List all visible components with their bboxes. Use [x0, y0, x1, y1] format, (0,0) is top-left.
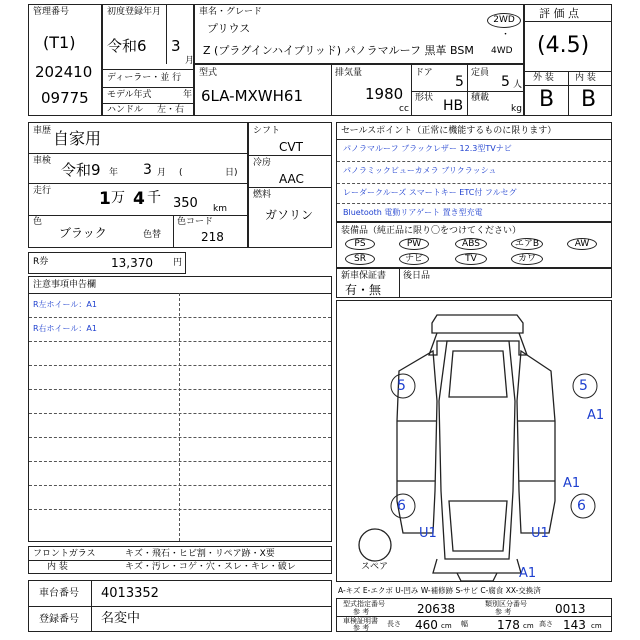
spare-label: スペア	[361, 562, 389, 572]
reg-month: 3	[171, 37, 181, 55]
warranty-box	[336, 268, 612, 298]
carname-box	[194, 4, 524, 64]
points-box	[336, 122, 612, 222]
warranty-label: 新車保証書	[341, 271, 387, 281]
int-label: 内 装	[575, 73, 596, 83]
note-line: R左ホイール：A1	[33, 300, 97, 309]
equip-label: 装備品（純正品に限り〇をつけてください）	[341, 226, 522, 236]
ac-value: AAC	[279, 172, 304, 186]
glass-box	[28, 546, 332, 574]
eval-label: 評 価 点	[539, 7, 579, 20]
chassis-box	[28, 580, 332, 632]
equip-navi: ナビ	[399, 253, 429, 265]
damage-diagram	[336, 300, 612, 582]
cert-value1: 20638	[417, 602, 456, 616]
point-item: パノラミックビューカメラ ブリクラッシュ	[343, 166, 497, 175]
mgmt-code: (T1)	[43, 33, 76, 52]
inspection-month-unit: 月	[157, 168, 167, 178]
carname-label: 車名・グレード	[199, 7, 263, 17]
mileage-v1: 1	[99, 189, 111, 209]
color-value: ブラック	[59, 226, 107, 240]
registration-label: 登録番号	[39, 614, 79, 625]
model-year-unit: 年	[183, 90, 193, 100]
mileage-u1: 万	[111, 190, 125, 206]
mileage-v2: 4	[133, 189, 145, 209]
equip-airbag: エアB	[511, 238, 543, 250]
handle-label: ハンドル	[107, 105, 144, 115]
damage-mark: 5	[579, 378, 588, 394]
mileage-u2: 千	[147, 190, 161, 206]
mgmt-box	[28, 4, 102, 116]
drive-dot: ・	[501, 30, 511, 40]
type-value: 6LA-MXWH61	[201, 87, 304, 105]
eval-score: (4.5)	[537, 33, 590, 58]
mileage-unit: km	[213, 204, 227, 214]
spec-box	[194, 64, 524, 116]
warranty-value: 有・無	[345, 283, 382, 297]
displacement-label: 排気量	[335, 68, 363, 78]
dims-label: 車検証明書	[343, 617, 378, 625]
chassis-value: 4013352	[101, 586, 159, 601]
interior-value: キズ・汚レ・コゲ・穴・スレ・キレ・破レ	[125, 562, 296, 572]
cert-sub1: 参 考	[353, 608, 370, 616]
equip-tv: TV	[455, 253, 487, 265]
ac-label: 冷房	[253, 158, 272, 168]
capacity-label: 定員	[471, 68, 490, 78]
shift-value: CVT	[279, 140, 303, 154]
int-grade: B	[581, 87, 597, 112]
inspection-day-unit: 日)	[225, 168, 238, 178]
delivery-label: 後日品	[403, 271, 431, 281]
dims-width: 178	[497, 618, 520, 632]
mgmt-num1: 202410	[35, 63, 93, 81]
drive-2wd: 2WD	[487, 13, 521, 28]
dims-height-unit: cm	[591, 622, 602, 630]
capacity-value: 5	[501, 74, 510, 90]
reg-label: 初度登録年月	[107, 7, 162, 17]
fuel-label: 燃料	[253, 190, 272, 200]
drive-4wd: 4WD	[491, 46, 513, 56]
reg-month-unit: 月	[185, 56, 195, 66]
shift-label: シフト	[253, 126, 281, 136]
car-name: プリウス	[207, 22, 251, 35]
dims-length-unit: cm	[441, 622, 452, 630]
displacement-value: 1980	[365, 85, 404, 103]
shape-label: 形状	[415, 93, 434, 103]
interior-label: 内 装	[47, 562, 68, 572]
inspection-year-unit: 年	[109, 168, 119, 178]
dims-height: 143	[563, 618, 586, 632]
mgmt-label: 管理番号	[33, 7, 70, 17]
load-unit: kg	[511, 104, 522, 114]
equip-sr: SR	[345, 253, 375, 265]
inspection-month: 3	[143, 162, 152, 178]
damage-mark: A1	[563, 476, 581, 491]
type-label: 型式	[199, 68, 218, 78]
door-value: 5	[455, 74, 464, 90]
eval-box	[524, 4, 612, 116]
dims-height-label: 高さ	[539, 620, 553, 628]
cert-label2: 類別区分番号	[485, 600, 527, 608]
point-item: レーダークルーズ スマートキー ETC付 フルセグ	[343, 188, 517, 197]
chassis-label: 車台番号	[39, 588, 79, 599]
mgmt-num2: 09775	[41, 89, 89, 107]
recycle-unit: 円	[173, 258, 183, 268]
notes-box	[28, 276, 332, 542]
color-code: 218	[201, 230, 224, 244]
dims-sub: 参 考	[353, 624, 370, 632]
damage-mark: U1	[419, 526, 437, 541]
inspection-label: 車検	[33, 156, 52, 166]
recycle-box	[28, 252, 186, 274]
reg-box	[102, 4, 194, 116]
load-label: 積載	[471, 93, 490, 103]
shape-value: HB	[443, 98, 464, 114]
point-item: パノラマルーフ ブラックレザー 12.3型TVナビ	[343, 144, 512, 153]
legend: A-キズ E-エクボ U-凹み W-補修跡 S-サビ C-腐食 XX-交換済	[338, 586, 541, 595]
history-box	[28, 122, 248, 248]
cert-box	[336, 598, 612, 632]
recycle-value: 13,370	[111, 256, 153, 270]
door-label: ドア	[415, 68, 433, 78]
dims-length: 460	[415, 618, 438, 632]
registration-value: 名変中	[101, 611, 141, 626]
shift-box	[248, 122, 332, 248]
dealer-label: ディーラー・並 行	[107, 73, 182, 83]
reg-era: 令和6	[107, 37, 147, 55]
damage-mark: U1	[531, 526, 549, 541]
displacement-unit: cc	[399, 104, 409, 114]
equip-aw: AW	[567, 238, 597, 250]
damage-mark: 6	[397, 498, 406, 514]
equip-ps: PS	[345, 238, 375, 250]
cert-label1: 型式指定番号	[343, 600, 385, 608]
damage-mark: A1	[587, 408, 605, 423]
cert-value2: 0013	[555, 602, 586, 616]
equip-pw: PW	[399, 238, 429, 250]
damage-mark: 5	[397, 378, 406, 394]
inspection-era: 令和9	[61, 161, 101, 179]
point-item: Bluetooth 電動リアゲート 置き型充電	[343, 208, 483, 217]
capacity-unit: 人	[513, 80, 523, 90]
model-year-label: モデル年式	[107, 90, 152, 100]
color-label: 色	[33, 217, 43, 227]
equip-leather: カワ	[511, 253, 543, 265]
equip-box	[336, 222, 612, 268]
inspection-day: (	[179, 168, 183, 178]
recycle-label: R券	[33, 257, 49, 267]
cert-sub2: 参 考	[495, 608, 512, 616]
usage-value: 自家用	[53, 129, 102, 148]
mileage-label: 走行	[33, 186, 52, 196]
ext-label: 外 装	[533, 73, 554, 83]
usage-label: 車歴	[33, 126, 52, 136]
color-code-label: 色コード	[177, 217, 214, 227]
dims-width-label: 幅	[461, 620, 468, 628]
damage-mark: 6	[577, 498, 586, 514]
mileage-v3: 350	[173, 196, 198, 211]
note-line: R右ホイール：A1	[33, 324, 97, 333]
notes-label: 注意事項申告欄	[33, 280, 97, 290]
front-glass-label: フロントガラス	[33, 549, 96, 559]
car-outline-icon	[337, 301, 613, 583]
handle-value: 左・右	[157, 105, 185, 115]
points-label: セールスポイント（正常に機能するものに限ります）	[341, 126, 557, 136]
damage-mark: A1	[519, 566, 537, 581]
front-glass-value: キズ・飛石・ヒビ割・リペア跡・X要	[125, 549, 275, 559]
dims-length-label: 長さ	[387, 620, 401, 628]
ext-grade: B	[539, 87, 555, 112]
fuel-value: ガソリン	[265, 208, 314, 222]
color-change: 色替	[143, 230, 162, 240]
car-grade: Z (プラグインハイブリッド) パノラマルーフ 黒革 BSM	[203, 44, 474, 57]
equip-abs: ABS	[455, 238, 487, 250]
dims-width-unit: cm	[523, 622, 534, 630]
